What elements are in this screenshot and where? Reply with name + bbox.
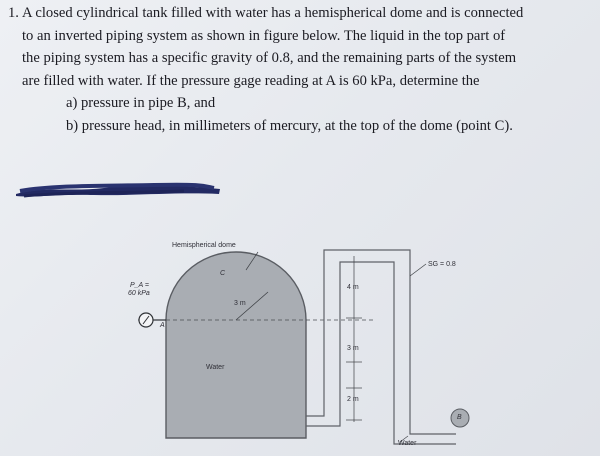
sg-label: SG = 0.8 (428, 261, 456, 268)
pipe-fluid-label: Water (398, 440, 417, 447)
problem-line-1 (8, 2, 592, 25)
tank-fluid-label: Water (206, 364, 225, 371)
tank-body (166, 252, 306, 438)
problem-statement (8, 2, 592, 137)
problem-text-line-2: to an inverted piping system as shown in figure below. The liquid in the top part of (22, 27, 506, 44)
point-c-label: C (220, 270, 226, 277)
dim-3m-label: 3 m (347, 345, 359, 352)
problem-number: 1. (8, 5, 19, 21)
point-a-label: A (160, 322, 165, 329)
sg-leader (410, 264, 426, 276)
problem-line-4 (8, 70, 592, 93)
problem-text-line-3: the piping system has a specific gravity of 0.8, and the remaining parts of the system (22, 50, 517, 66)
dim-2m-label: 2 m (347, 396, 359, 403)
gage-label-line-2: 60 kPa (128, 290, 150, 297)
problem-part-a (8, 92, 592, 115)
dim-4m-label: 4 m (347, 284, 359, 291)
part-a-text: a) pressure in pipe B, and (66, 95, 216, 111)
problem-text-line-1: A closed cylindrical tank filled with water has a hemispherical dome and is connected (22, 5, 524, 21)
tank-piping-figure (108, 228, 488, 456)
problem-part-b (8, 115, 592, 138)
radius-label: 3 m (234, 300, 246, 307)
pipe-outlet-top (410, 428, 456, 434)
part-b-text: b) pressure head, in millimeters of mercury, at the top of the dome (point C). (66, 117, 513, 134)
problem-text-line-4: are filled with water. If the pressure gage reading at A is 60 kPa, determine the (22, 72, 480, 89)
point-b-label: B (457, 414, 462, 421)
ink-redaction-scribble (14, 180, 222, 200)
dome-label: Hemispherical dome (172, 242, 236, 249)
problem-line-2 (8, 25, 592, 48)
problem-line-3 (8, 47, 592, 70)
gage-label-line-1: P_A = (130, 282, 150, 289)
